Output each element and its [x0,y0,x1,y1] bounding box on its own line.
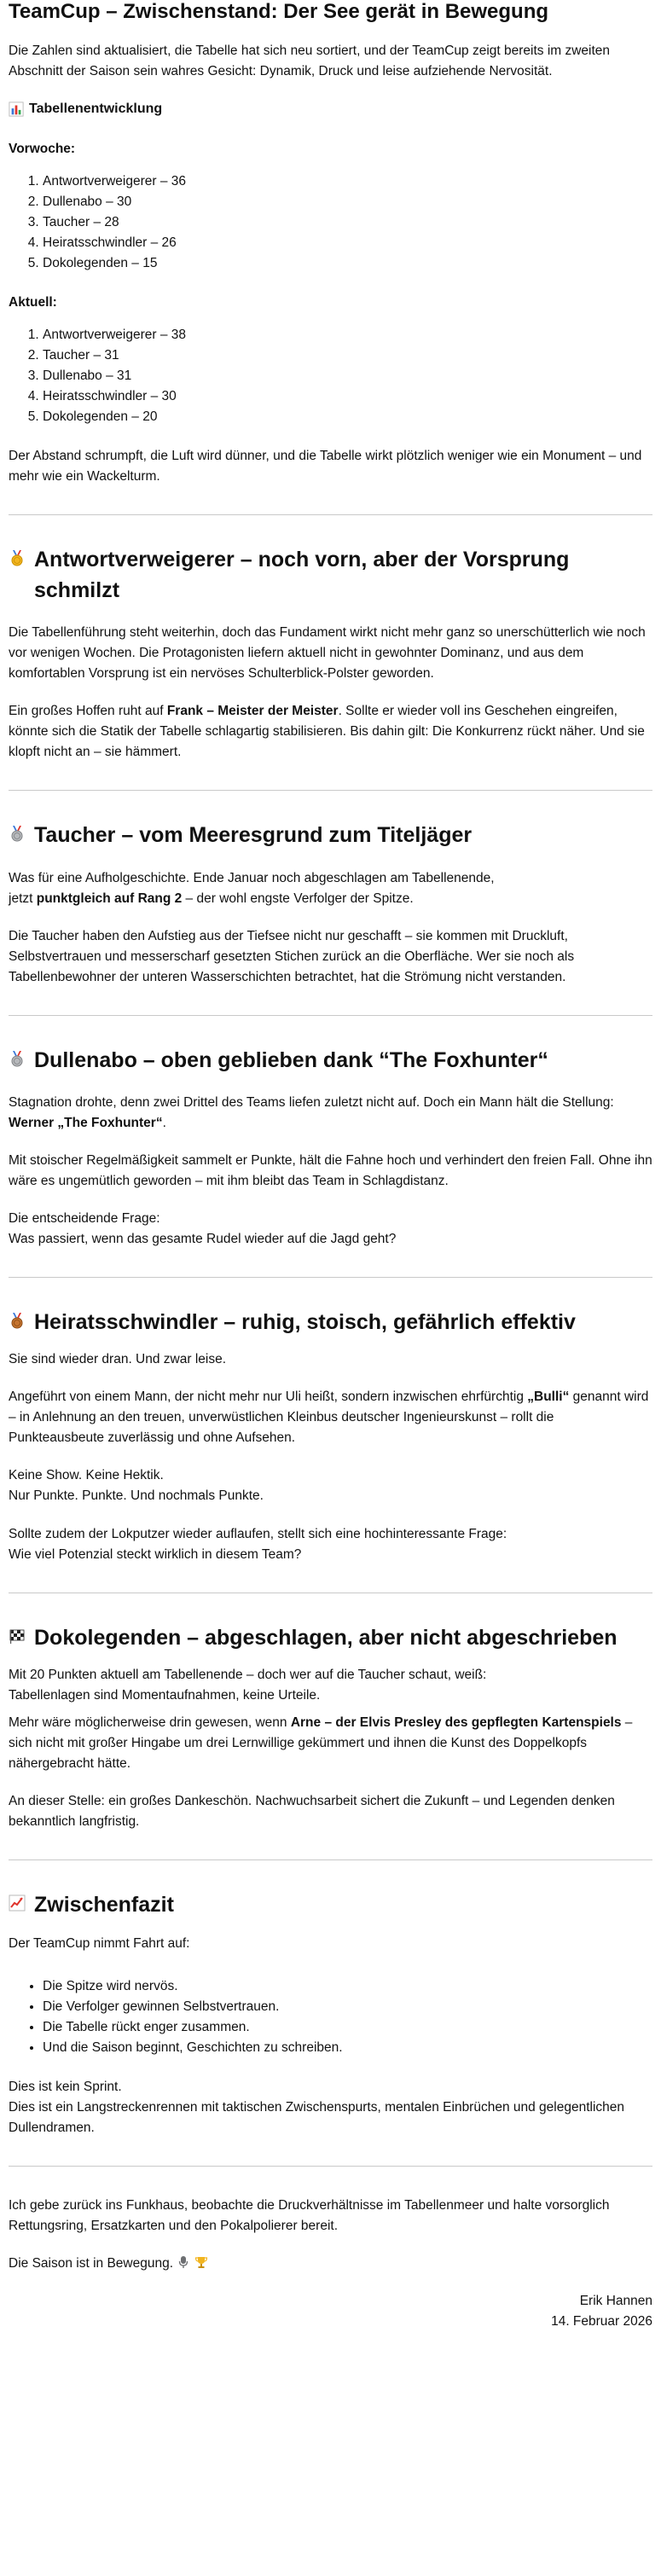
current-list [9,325,652,427]
prev-week-list [9,171,652,274]
list-item: 4. Heiratsschwindler – 26 [43,233,652,253]
divider [9,1859,652,1860]
section-heading-heiratsschwindler [9,1307,652,1337]
gold-medal-icon [9,549,26,566]
section-heading-zwischenfazit [9,1889,652,1920]
list-item: 2. Taucher – 31 [43,345,652,366]
section-heading-label: Dullenabo – oben geblieben dank “The Foxhunter“ [34,1047,548,1072]
highlight-werner: Werner „The Foxhunter“ [9,1116,163,1131]
paragraph: Mehr wäre möglicherweise drin gewesen, wenn Arne – der Elvis Presley des gepflegten Kartenspiels – sich nicht mit großer Hingabe um drei Lernwillige gekümmert und ihnen die Kunst des Doppelkopfs nähergebracht hätte. [9,1714,633,1771]
list-item: • Und die Saison beginnt, Geschichten zu schreiben. [43,2038,652,2058]
section-heading-label: Heiratsschwindler – ruhig, stoisch, gefährlich effektiv [34,1310,576,1335]
paragraph: An dieser Stelle: ein großes Dankeschön. Nachwuchsarbeit sichert die Zukunft – und Legenden denken bekanntlich langfristig. [9,1793,615,1829]
chart-increasing-icon [9,1894,26,1912]
list-item: 5. Dokolegenden – 15 [43,253,652,274]
paragraph: Die Tabellenführung steht weiterhin, doch das Fundament wirkt nicht mehr ganz so unerschütterlich wie noch vor wenigen Wochen. Die Protagonisten liefern aktuell nicht in gewohnter Dominanz, und aus dem komfortablen Vorsprung ist ein nervöses Schulterblick-Polster geworden. [9,625,646,682]
intro-paragraph: Die Zahlen sind aktualisiert, die Tabelle hat sich neu sortiert, und der TeamCup zeigt bereits im zweiten Abschnitt der Saison sein wahres Gesicht: Dynamik, Druck und leise aufziehende Nervosität. [9,44,611,79]
list-item: 5. Dokolegenden – 20 [43,407,652,427]
list-item: • Die Tabelle rückt enger zusammen. [43,2017,652,2038]
closing-line: Die Saison ist in Bewegung. [9,2254,652,2274]
divider [9,514,652,515]
list-item: 3. Taucher – 28 [43,212,652,233]
table-heading [9,99,652,120]
section-heading-label: Zwischenfazit [34,1892,174,1917]
list-item: 3. Dullenabo – 31 [43,366,652,386]
section-heading-label: Taucher – vom Meeresgrund zum Titeljäger [34,823,473,848]
list-item: 4. Heiratsschwindler – 30 [43,386,652,407]
signature-date: 14. Februar 2026 [551,2314,652,2329]
trophy-icon [194,2255,208,2269]
paragraph: Dies ist kein Sprint. Dies ist ein Langstreckenrennen mit taktischen Zwischenspurts, mentalen Einbrüchen und gelegentlichen Dullendramen. [9,2080,625,2136]
paragraph: Keine Show. Keine Hektik. Nur Punkte. Punkte. Und nochmals Punkte. [9,1468,264,1504]
section-heading-dullenabo [9,1045,652,1076]
highlight-rank: punktgleich auf Rang 2 [36,891,183,906]
paragraph: Die Taucher haben den Aufstieg aus der Tiefsee nicht nur geschafft – sie kommen mit Druckluft, Selbstvertrauen und messerscharf gesetzten Stichen zurück an die Oberfläche. Wer sie noch als Tabellenbewohner der unteren Wasserschichten betrachtet, hat die Strömung nicht verstanden. [9,928,575,984]
paragraph: Mit 20 Punkten aktuell am Tabellenende – doch wer auf die Taucher schaut, weiß: Tabellenlagen sind Momentaufnahmen, keine Urteile. [9,1667,487,1703]
checkered-flag-icon [9,1627,26,1645]
silver-medal-icon [9,825,26,842]
list-item: 1. Antwortverweigerer – 38 [43,325,652,345]
section-heading-label: Antwortverweigerer – noch vorn, aber der Vorsprung schmilzt [34,547,570,603]
bronze-medal-icon [9,1312,26,1329]
divider [9,790,652,791]
highlight-arne: Arne – der Elvis Presley des gepflegten Kartenspiels [290,1714,622,1730]
page-title: TeamCup – Zwischenstand: Der See gerät in Bewegung [9,0,549,23]
paragraph: Was für eine Aufholgeschichte. Ende Januar noch abgeschlagen am Tabellenende, jetzt punktgleich auf Rang 2 – der wohl engste Verfolger der Spitze. [9,870,495,906]
signature [9,2291,652,2332]
paragraph: Der TeamCup nimmt Fahrt auf: [9,1936,190,1952]
closing-paragraph: Ich gebe zurück ins Funkhaus, beobachte die Druckverhältnisse im Tabellenmeer und halte vorsorglich Rettungsring, Ersatzkarten und den Pokalpolierer bereit. [9,2198,610,2234]
summary-list [9,1976,652,2058]
table-outro: Der Abstand schrumpft, die Luft wird dünner, und die Tabelle wirkt plötzlich weniger wie ein Monument – und mehr wie ein Wackelturm. [9,448,642,484]
highlight-frank: Frank – Meister der Meister [166,704,339,719]
author-name: Erik Hannen [579,2294,652,2309]
paragraph: Stagnation drohte, denn zwei Drittel des Teams liefen zuletzt nicht auf. Doch ein Mann hält die Stellung: Werner „The Foxhunter“. [9,1095,614,1131]
divider [9,1015,652,1016]
list-item: 1. Antwortverweigerer – 36 [43,171,652,192]
divider [9,1277,652,1278]
section-heading-taucher [9,820,652,850]
paragraph: Sollte zudem der Lokputzer wieder auflaufen, stellt sich eine hochinteressante Frage: Wie viel Potenzial steckt wirklich in diesem Team? [9,1526,507,1562]
section-heading-label: Dokolegenden – abgeschlagen, aber nicht abgeschrieben [34,1625,618,1650]
divider [9,2166,652,2167]
paragraph: Angeführt von einem Mann, der nicht mehr nur Uli heißt, sondern inzwischen ehrfürchtig „Bulli“ genannt wird – in Anlehnung an den treuen, unverwüstlichen Kleinbus deutscher Ingenieurskunst – rollt die Punkteausbeute zuverlässig und ohne Aufsehen. [9,1390,649,1446]
bar-chart-icon [9,102,24,117]
paragraph: Sie sind wieder dran. Und zwar leise. [9,1352,227,1367]
list-item: • Die Verfolger gewinnen Selbstvertrauen. [43,1997,652,2017]
paragraph: Ein großes Hoffen ruht auf Frank – Meister der Meister. Sollte er wieder voll ins Geschehen eingreifen, könnte sich die Statik der Tabelle schlagartig stabilisieren. Bis dahin gilt: Die Konkurrenz rückt näher. Und sie klopft nicht an – sie hämmert. [9,704,645,760]
highlight-bulli: „Bulli“ [527,1390,570,1405]
list-item: • Die Spitze wird nervös. [43,1976,652,1997]
paragraph: Mit stoischer Regelmäßigkeit sammelt er Punkte, hält die Fahne hoch und verhindert den freien Fall. Ohne ihn wäre es ungemütlich geworden – mit ihm bleibt das Team in Schlagdistanz. [9,1153,652,1189]
table-heading-label: Tabellenentwicklung [29,102,163,117]
silver-medal-icon [9,1050,26,1067]
paragraph: Die entscheidende Frage: Was passiert, wenn das gesamte Rudel wieder auf die Jagd geht? [9,1211,397,1247]
prev-week-label: Vorwoche: [9,141,76,156]
section-heading-antwortverweigerer [9,544,652,606]
microphone-icon [177,2255,190,2269]
section-heading-dokolegenden [9,1622,652,1653]
current-label: Aktuell: [9,294,57,310]
list-item: 2. Dullenabo – 30 [43,192,652,212]
